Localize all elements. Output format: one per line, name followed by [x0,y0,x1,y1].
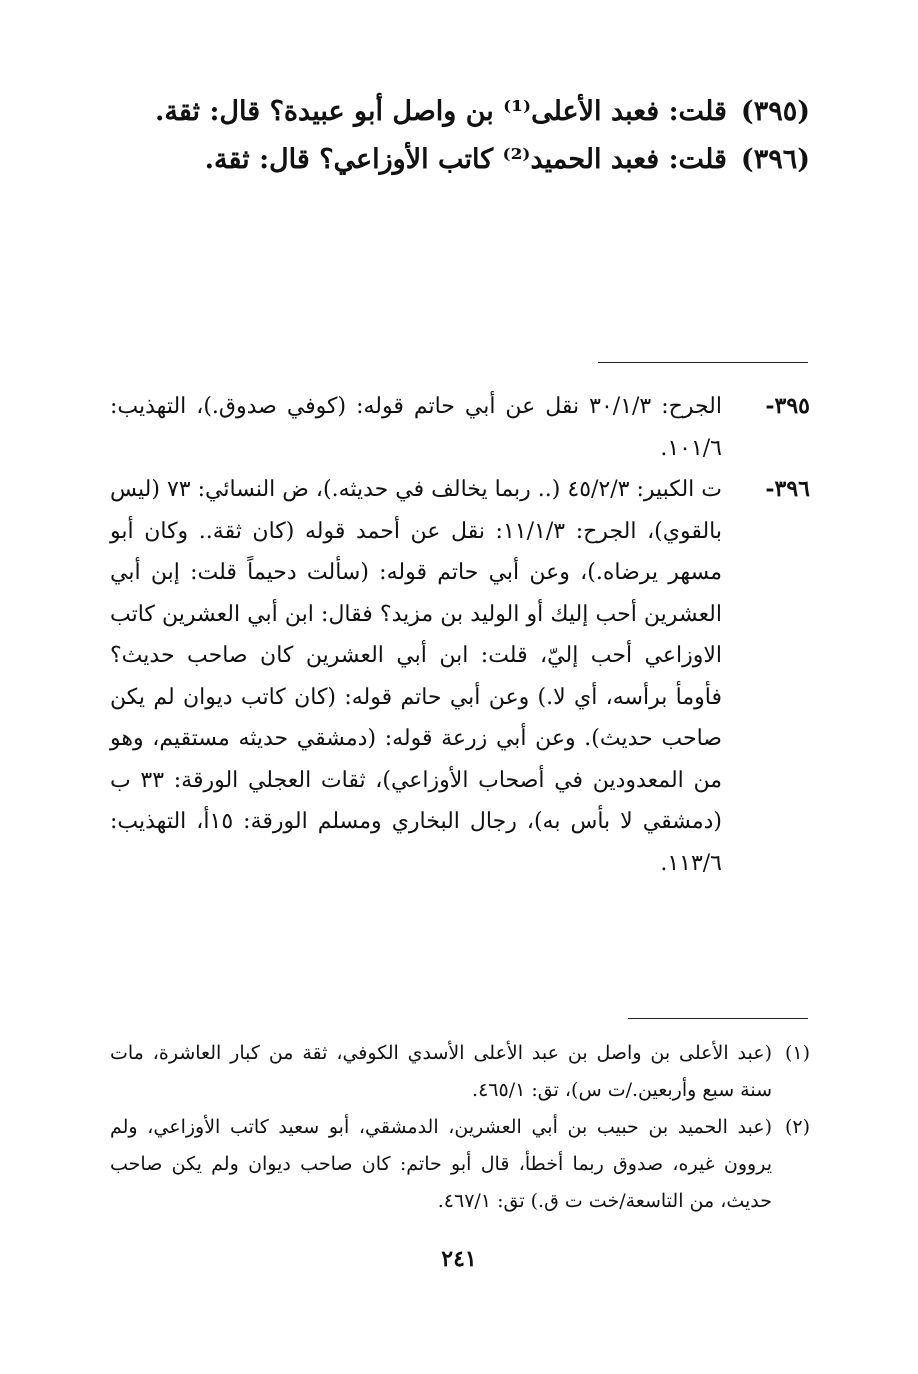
footnotes [110,1035,810,1220]
commentary-notes [110,386,810,884]
page-number: ٢٤١ [441,1246,477,1272]
footnote-number: (١) [784,1042,810,1064]
main-entries [110,88,810,184]
footnote-number: (٢) [784,1116,810,1138]
entry-text: قلت: فعبد الأعلى⁽¹⁾ بن واصل أبو عبيدة؟ قال: ثقة. [155,96,727,127]
note-396 [110,469,810,884]
note-number: ٣٩٦- [765,476,810,502]
footnotes-divider [628,1018,808,1019]
footnote-text: (عبد الأعلى بن واصل بن عبد الأعلى الأسدي الكوفي، ثقة من كبار العاشرة، مات سنة سبع وأربعين./ت س)، تق: ٤٦٥/١. [110,1042,772,1101]
footnote-1 [110,1035,810,1109]
note-395 [110,386,810,469]
note-number: ٣٩٥- [765,393,810,419]
footnote-2 [110,1109,810,1220]
note-text: الجرح: ٣٠/١/٣ نقل عن أبي حاتم قوله: (كوفي صدوق.)، التهذيب: ١٠١/٦. [110,394,722,461]
entry-number: (٣٩٦) [740,144,810,175]
note-text: ت الكبير: ٤٥/٢/٣ (.. ربما يخالف في حديثه.)، ض النسائي: ٧٣ (ليس بالقوي)، الجرح: ١١/١/٣: نقل عن أحمد قوله (كان ثقة.. وكان أبو مسهر يرضاه.)، وعن أبي حاتم قوله: (سألت دحيماً قلت: إبن أبي العشرين أحب إليك أو الوليد بن مزيد؟ فقال: ابن أبي العشرين كاتب الاوزاعي أحب إليّ، قلت: ابن أبي العشرين كان صاحب حديث؟ فأومأ برأسه، أي لا.) وعن أبي حاتم قوله: (كان كاتب ديوان لم يكن صاحب حديث). وعن أبي زرعة قوله: (دمشقي حديثه مستقيم، وهو من المعدودين في أصحاب الأوزاعي)، ثقات العجلي الورقة: ٣٣ ب (دمشقي لا بأس به)، رجال البخاري ومسلم الورقة: ١٥أ، التهذيب: ١١٣/٦. [110,477,723,876]
notes-divider [598,362,808,363]
footnote-text: (عبد الحميد بن حبيب بن أبي العشرين، الدمشقي، أبو سعيد كاتب الأوزاعي، ولم يروون غيره، صدوق ربما أخطأ، قال أبو حاتم: كان صاحب ديوان ولم يكن صاحب حديث، من التاسعة/خت ت ق.) تق: ٤٦٧/١. [110,1116,772,1212]
entry-text: قلت: فعبد الحميد⁽²⁾ كاتب الأوزاعي؟ قال: ثقة. [204,144,727,175]
entry-number: (٣٩٥) [740,96,810,127]
entry-396 [110,136,810,184]
entry-395 [110,88,810,136]
